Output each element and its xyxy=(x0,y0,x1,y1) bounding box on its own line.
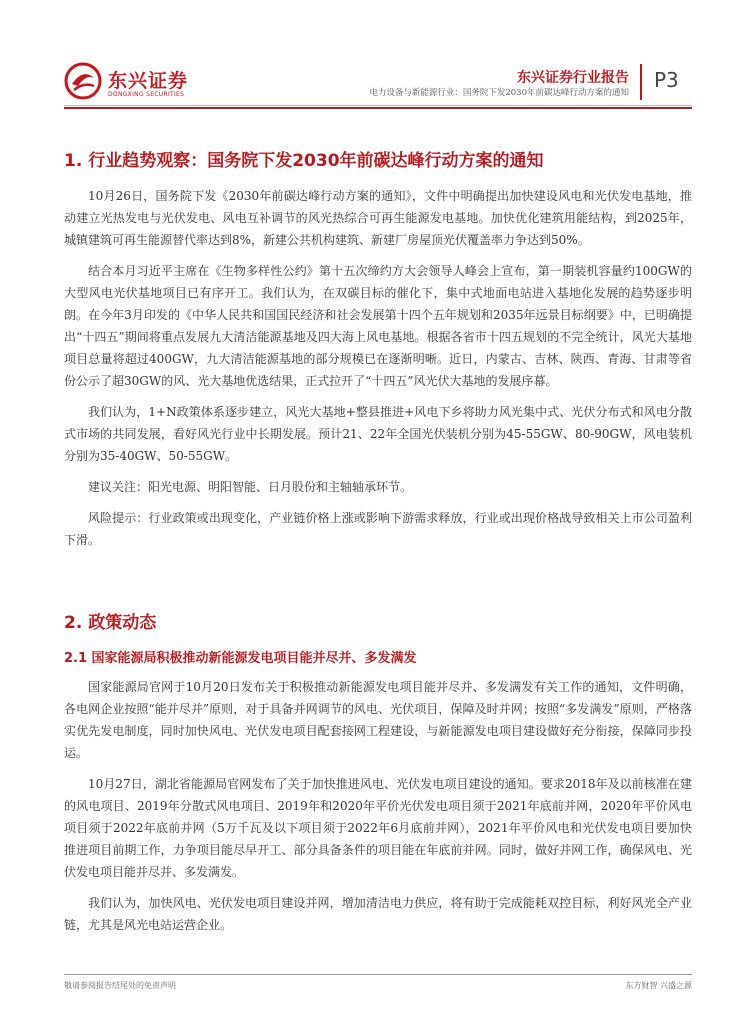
footer-rule xyxy=(64,974,692,975)
section-2-paragraph: 我们认为，加快风电、光伏发电项目建设并网，增加清洁电力供应，将有助于完成能耗双控目标，利好风光全产业链，尤其是风光电站运营企业。 xyxy=(64,896,692,932)
section-1-paragraph: 结合本月习近平主席在《生物多样性公约》第十五次缔约方大会领导人峰会上宣布，第一期装机容量约100GW的大型风电光伏基地项目已有序开工。我们认为，在双碳目标的催化下，集中式地面电站进入基地化发展的趋势逐步明朗。在今年3月印发的《中华人民共和国国民经济和社会发展第十四个五年规划和2035年远景目标纲要》中，已明确提出“十四五”期间将重点发展九大清洁能源基地及四大海上风电基地。根据各省市十四五规划的不完全统计，风光大基地项目总量将超过400GW，九大清洁能源基地的部分规模已在逐渐明晰。近日，内蒙古、吉林、陕西、青海、甘肃等省份公示了超30GW的风、光大基地优选结果，正式拉开了“十四五”风光伏大基地的发展序幕。 xyxy=(64,264,692,388)
logo-mark-icon xyxy=(64,62,102,100)
footer-slogan: 东方财智 兴盛之源 xyxy=(625,981,692,990)
header-divider xyxy=(640,64,642,100)
section-1-title: 1. 行业趋势观察：国务院下发2030年前碳达峰行动方案的通知 xyxy=(64,151,544,171)
report-subtitle: 电力设备与新能源行业：国务院下发2030年前碳达峰行动方案的通知 xyxy=(369,88,629,98)
subsection-2-1-title: 2.1 国家能源局积极推动新能源发电项目能并尽并、多发满发 xyxy=(64,651,417,666)
section-spacer xyxy=(64,560,692,590)
main-content xyxy=(64,128,692,945)
section-1-paragraph: 我们认为，1+N政策体系逐步建立，风光大基地+整县推进+风电下乡将助力风光集中式、光伏分布式和风电分散式市场的共同发展，看好风光行业中长期发展。预计21、22年全国光伏装机分别为45-55GW、80-90GW，风电装机分别为35-40GW、50-55GW。 xyxy=(64,405,692,463)
logo-name-cn: 东兴证券 xyxy=(108,70,189,92)
section-1-paragraph: 10月26日，国务院下发《2030年前碳达峰行动方案的通知》，文件中明确提出加快建设风电和光伏发电基地，推动建立光热发电与光伏发电、风电互补调节的风光热综合可再生能源发电基地。加快优化建筑用能结构，到2025年，城镇建筑可再生能源替代率达到8%，新建公共机构建筑、新建厂房屋顶光伏覆盖率力争达到50%。 xyxy=(64,189,692,247)
page-header xyxy=(0,0,755,110)
section-1-paragraph: 建议关注：阳光电源、明阳智能、日月股份和主轴轴承环节。 xyxy=(88,480,413,494)
report-title: 东兴证券行业报告 xyxy=(517,70,629,86)
footer-disclaimer: 敬请参阅报告结尾处的免责声明 xyxy=(64,981,176,990)
company-logo xyxy=(64,58,194,108)
section-2-paragraph: 国家能源局官网于10月20日发布关于积极推动新能源发电项目能并尽并、多发满发有关工作的通知，文件明确，各电网企业按照“能并尽并”原则，对于具备并网调节的风电、光伏项目，保障及时并网；按照“多发满发”原则，严格落实优先发电制度，同时加快风电、光伏发电项目配套接网工程建设，与新能源发电项目建设做好充分衔接，保障同步投运。 xyxy=(64,680,692,760)
header-rule xyxy=(64,105,692,106)
section-2-paragraph: 10月27日，湖北省能源局官网发布了关于加快推进风电、光伏发电项目建设的通知。要求2018年及以前核准在建的风电项目、2019年分散式风电项目、2019年和2020年平价光伏发电项目须于2021年底前并网，2020年平价风电项目须于2022年底前并网（5万千瓦及以下项目须于2022年6月底前并网），2021年平价风电和光伏发电项目要加快推进项目前期工作，力争项目能尽早开工、部分具备条件的项目能在年底前并网。同时，做好并网工作，确保风电、光伏发电项目能并尽并、多发满发。 xyxy=(64,777,692,879)
section-1-paragraph: 风险提示：行业政策或出现变化，产业链价格上涨或影响下游需求释放，行业或出现价格战导致相关上市公司盈利下滑。 xyxy=(64,511,692,547)
page-number: P3 xyxy=(654,68,679,92)
header-rule-accent xyxy=(64,107,692,109)
logo-name-en: DONGXING SECURITIES xyxy=(108,91,185,98)
section-2-title: 2. 政策动态 xyxy=(64,613,157,633)
